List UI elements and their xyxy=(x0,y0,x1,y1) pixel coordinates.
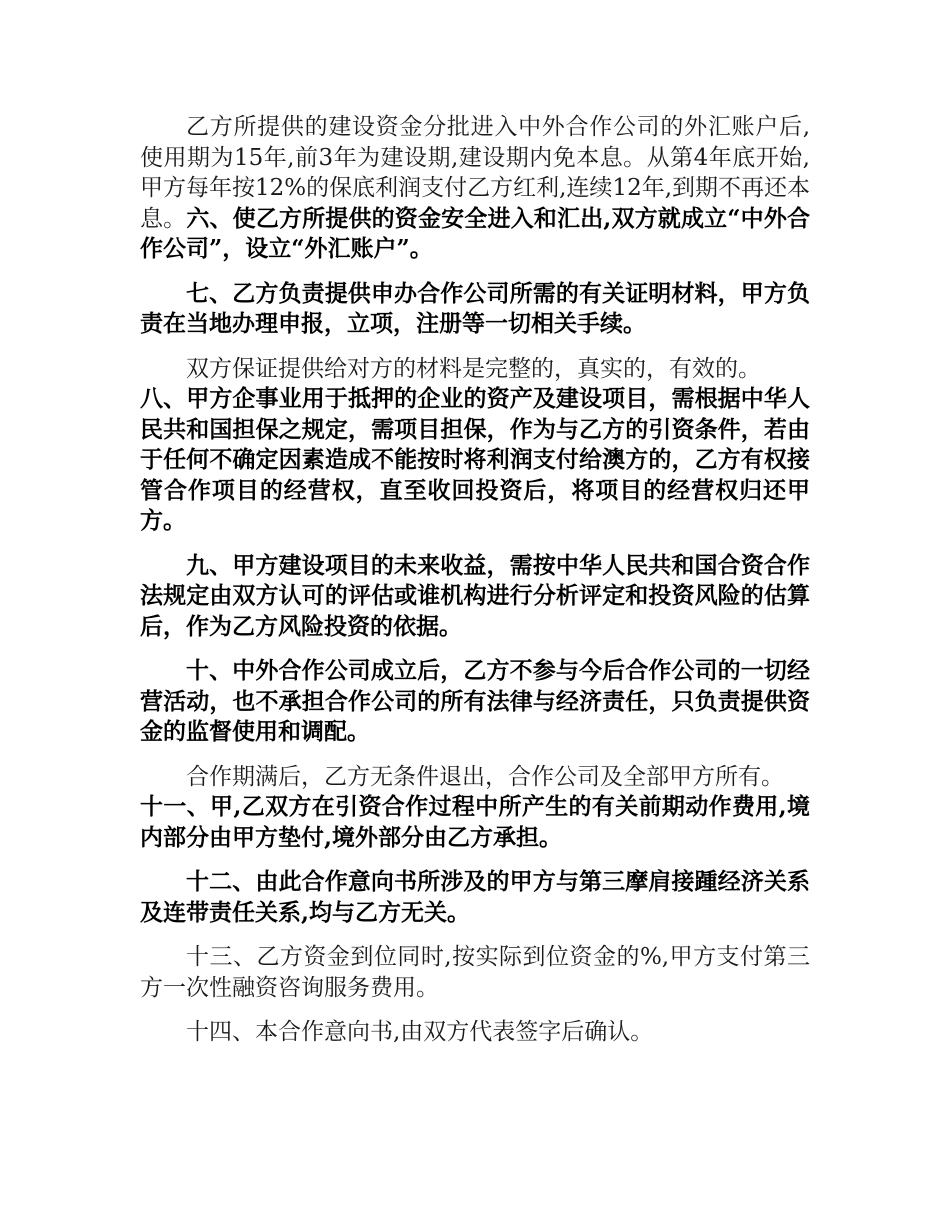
clause-8-text: 八、甲方企事业用于抵押的企业的资产及建设项目，需根据中华人民共和国担保之规定，需项目担保，作为与乙方的引资条件，若由于任何不确定因素造成不能按时将利润支付给澳方的，乙方有权接管合作项目的经营权，直至收回投资后，将项目的经营权归还甲方。 xyxy=(140,385,810,534)
expiry-text: 合作期满后，乙方无条件退出，合作公司及全部甲方所有。 xyxy=(186,763,784,790)
clause-11-text: 十一、甲,乙双方在引资合作过程中所产生的有关前期动作费用,境内部分由甲方垫付,境外部分由乙方承担。 xyxy=(140,793,810,851)
clause-12: 十二、由此合作意向书所涉及的甲方与第三摩肩接踵经济关系及连带责任关系,均与乙方无关。 xyxy=(140,868,810,926)
paragraph-guarantee xyxy=(140,354,810,537)
clause-10: 十、中外合作公司成立后，乙方不参与今后合作公司的一切经营活动，也不承担合作公司的所有法律与经济责任，只负责提供资金的监督使用和调配。 xyxy=(140,657,810,745)
clause-13: 十三、乙方资金到位同时,按实际到位资金的%,甲方支付第三方一次性融资咨询服务费用。 xyxy=(140,944,810,1001)
guarantee-text: 双方保证提供给对方的材料是完整的，真实的，有效的。 xyxy=(186,355,761,382)
clause-6-text: 六、使乙方所提供的资金安全进入和汇出,双方就成立“中外合作公司”，设立“外汇账户”。 xyxy=(140,204,810,262)
clause-7: 七、乙方负责提供申办合作公司所需的有关证明材料，甲方负责在当地办理申报，立项，注册等一切相关手续。 xyxy=(140,279,810,337)
paragraph-funding-terms xyxy=(140,112,810,265)
paragraph-expiry xyxy=(140,762,810,854)
document-body xyxy=(140,112,810,1048)
funding-terms-text: 乙方所提供的建设资金分批进入中外合作公司的外汇账户后,使用期为15年,前3年为建设期,建设期内免本息。从第4年底开始,甲方每年按12%的保底利润支付乙方红利,连续12年,到期不再还本息。 xyxy=(140,114,811,232)
clause-14: 十四、本合作意向书,由双方代表签字后确认。 xyxy=(186,1019,654,1045)
clause-9: 九、甲方建设项目的未来收益，需按中华人民共和国合资合作法规定由双方认可的评估或谁机构进行分析评定和投资风险的估算后，作为乙方风险投资的依据。 xyxy=(140,551,810,640)
